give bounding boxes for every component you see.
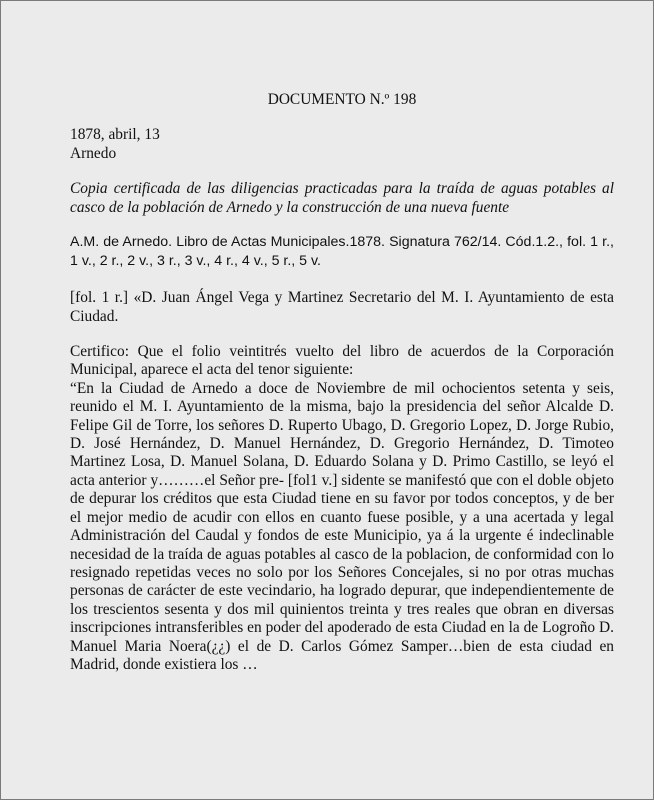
text-line: el mejor medio de acudir con ellos en cuanto fuese posible, y a una acertada y legal (70, 508, 614, 526)
opening-paragraph: [fol. 1 r.] «D. Juan Ángel Vega y Martinez Secretario del M. I. Ayuntamiento de esta Ciudad. (70, 289, 614, 325)
document-title: DOCUMENTO N.º 198 (267, 91, 417, 108)
document-summary: Copia certificada de las diligencias practicadas para la traída de aguas potables al casco de la población de Arnedo y la construcción de una nueva fuente (70, 180, 614, 216)
document-body (70, 91, 614, 674)
text-line: de depurar los créditos que esta Ciudad tiene en su favor por todos conceptos, y de ber (70, 490, 614, 508)
document-place: Arnedo (70, 144, 117, 162)
text-line: Martinez Losa, D. Manuel Solana, D. Eduardo Solana y D. Primo Castillo, se leyó el (70, 453, 614, 471)
text-line: “En la Ciudad de Arnedo a doce de Noviembre de mil ochocientos setenta y seis, (70, 379, 614, 397)
date-place-block (70, 126, 614, 163)
text-line: Manuel Maria Noera(¿¿) el de D. Carlos Gómez Samper…bien de esta ciudad en (70, 637, 614, 655)
certificate-text (70, 343, 614, 674)
archive-reference: A.M. de Arnedo. Libro de Actas Municipales.1878. Signatura 762/14. Cód.1.2., fol. 1 r., 1 v., 2 r., 2 v., 3 r., 3 v., 4 r., 4 v., 5 r., 5 v. (70, 234, 614, 269)
text-line: Administración del Caudal y fondos de este Municipio, ya á la urgente é indeclinable (70, 527, 614, 545)
text-line: necesidad de la traída de aguas potables al casco de la poblacion, de conformidad con lo (70, 545, 614, 563)
text-line: D. José Hernández, D. Manuel Hernández, D. Gregorio Hernández, D. Timoteo (70, 435, 614, 453)
document-date: 1878, abril, 13 (70, 126, 160, 144)
text-line: resignado repetidas veces no solo por los Señores Concejales, si no por otras muchas (70, 563, 614, 581)
text-line: Madrid, donde existiera los … (70, 655, 258, 673)
text-line: personas de carácter de este vecindario, ha logrado depurar, que independientemente de (70, 582, 614, 600)
text-line: Municipal, aparece el acta del tenor siguiente: (70, 361, 354, 379)
text-line: Certifico: Que el folio veintitrés vuelto del libro de acuerdos de la Corporación (70, 343, 614, 361)
text-line: inscripciones intransferibles en poder del apoderado de esta Ciudad en la de Logroño D. (70, 619, 614, 637)
text-line: reunido el M. I. Ayuntamiento de la misma, bajo la presidencia del señor Alcalde D. (70, 398, 614, 416)
text-line: los trescientos sesenta y dos mil quinientos treinta y tres reales que obran en diversas (70, 600, 614, 618)
text-line: acta anterior y………el Señor pre- [fol1 v.] sidente se manifestó que con el doble objeto (70, 471, 614, 489)
text-line: Felipe Gil de Torre, los señores D. Ruperto Ubago, D. Gregorio Lopez, D. Jorge Rubio, (70, 416, 614, 434)
